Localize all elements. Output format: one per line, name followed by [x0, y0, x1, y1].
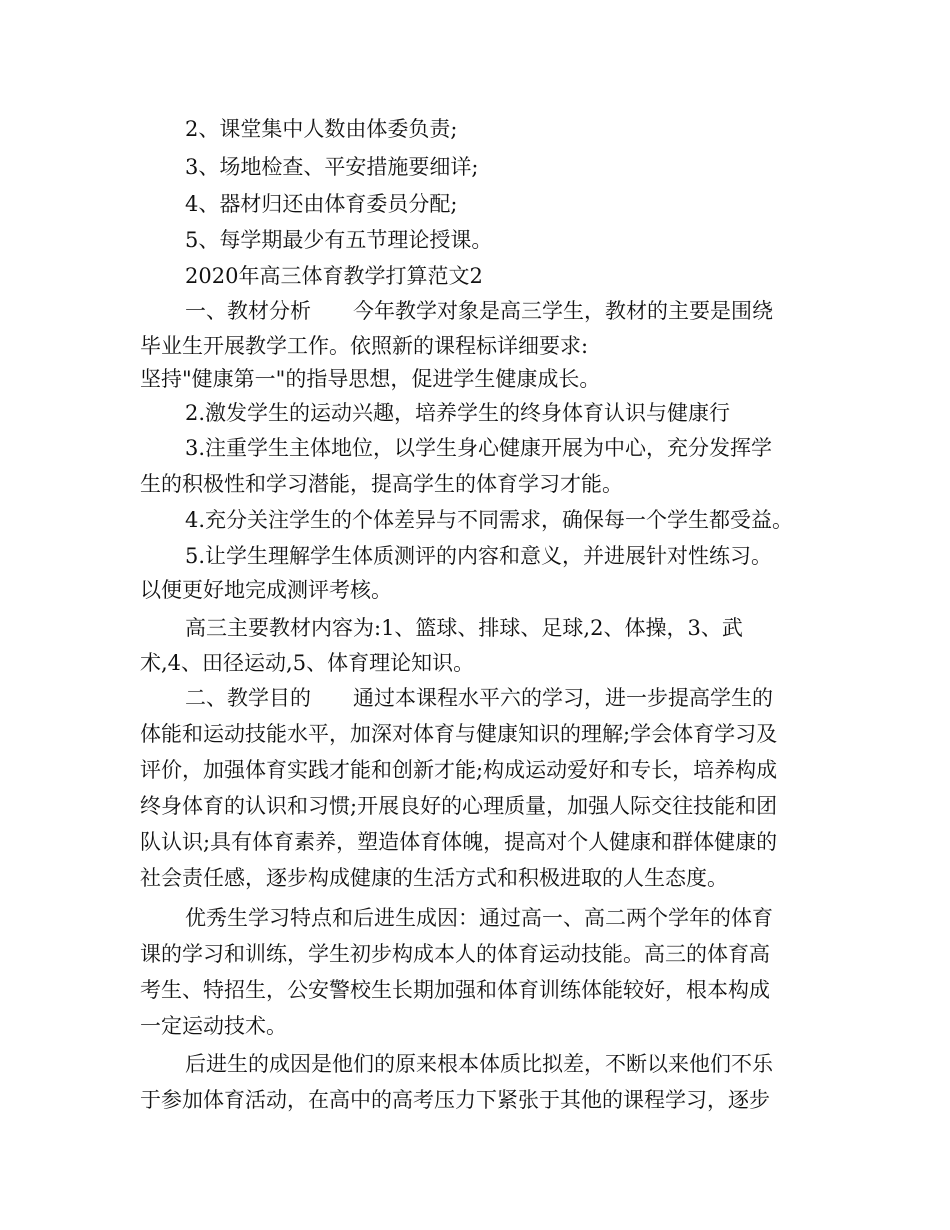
- list-item: 3、场地检查、平安措施要细详;: [185, 155, 479, 179]
- paragraph-line: 坚持"健康第一"的指导思想，促进学生健康成长。: [140, 367, 601, 391]
- paragraph-line: 课的学习和训练，学生初步构成本人的体育运动技能。高三的体育高: [140, 942, 770, 966]
- paragraph-line: 一定运动技术。: [140, 1014, 287, 1038]
- paragraph-line: 体能和运动技能水平，加深对体育与健康知识的理解;学会体育学习及: [140, 722, 778, 746]
- paragraph-line: 2.激发学生的运动兴趣，培养学生的终身体育认识与健康行: [185, 401, 731, 425]
- paragraph-line: 高三主要教材内容为:1、篮球、排球、足球,2、体操，3、武: [185, 616, 743, 640]
- paragraph-line: 毕业生开展教学工作。依照新的课程标详细要求:: [140, 334, 589, 358]
- paragraph-line: 评价，加强体育实践才能和创新才能;构成运动爱好和专长，培养构成: [140, 758, 778, 782]
- paragraph-line: 4.充分关注学生的个体差异与不同需求，确保每一个学生都受益。: [185, 508, 794, 532]
- paragraph-line: 以便更好地完成测评考核。: [140, 578, 392, 602]
- list-item: 2、课堂集中人数由体委负责;: [185, 117, 458, 141]
- paragraph-line: 一、教材分析 今年教学对象是高三学生，教材的主要是围绕: [185, 299, 773, 323]
- list-item: 4、器材归还由体育委员分配;: [185, 192, 458, 216]
- section-title: 2020年高三体育教学打算范文2: [185, 264, 483, 288]
- list-item: 5、每学期最少有五节理论授课。: [185, 228, 493, 252]
- paragraph-line: 5.让学生理解学生体质测评的内容和意义，并进展针对性练习。: [185, 544, 773, 568]
- paragraph-line: 术,4、田径运动,5、体育理论知识。: [140, 651, 475, 675]
- paragraph-line: 社会责任感，逐步构成健康的生活方式和积极进取的人生态度。: [140, 866, 728, 890]
- paragraph-line: 3.注重学生主体地位，以学生身心健康开展为中心，充分发挥学: [185, 436, 773, 460]
- paragraph-line: 考生、特招生，公安警校生长期加强和体育训练体能较好，根本构成: [140, 978, 770, 1002]
- paragraph-line: 优秀生学习特点和后进生成因：通过高一、高二两个学年的体育: [185, 906, 773, 930]
- paragraph-line: 二、教学目的 通过本课程水平六的学习，进一步提高学生的: [185, 686, 773, 710]
- paragraph-line: 生的积极性和学习潜能，提高学生的体育学习才能。: [140, 472, 623, 496]
- paragraph-line: 于参加体育活动，在高中的高考压力下紧张于其他的课程学习，逐步: [140, 1088, 770, 1112]
- paragraph-line: 队认识;具有体育素养，塑造体育体魄，提高对个人健康和群体健康的: [140, 830, 778, 854]
- paragraph-line: 后进生的成因是他们的原来根本体质比拟差，不断以来他们不乐: [185, 1052, 773, 1076]
- paragraph-line: 终身体育的认识和习惯;开展良好的心理质量，加强人际交往技能和团: [140, 794, 778, 818]
